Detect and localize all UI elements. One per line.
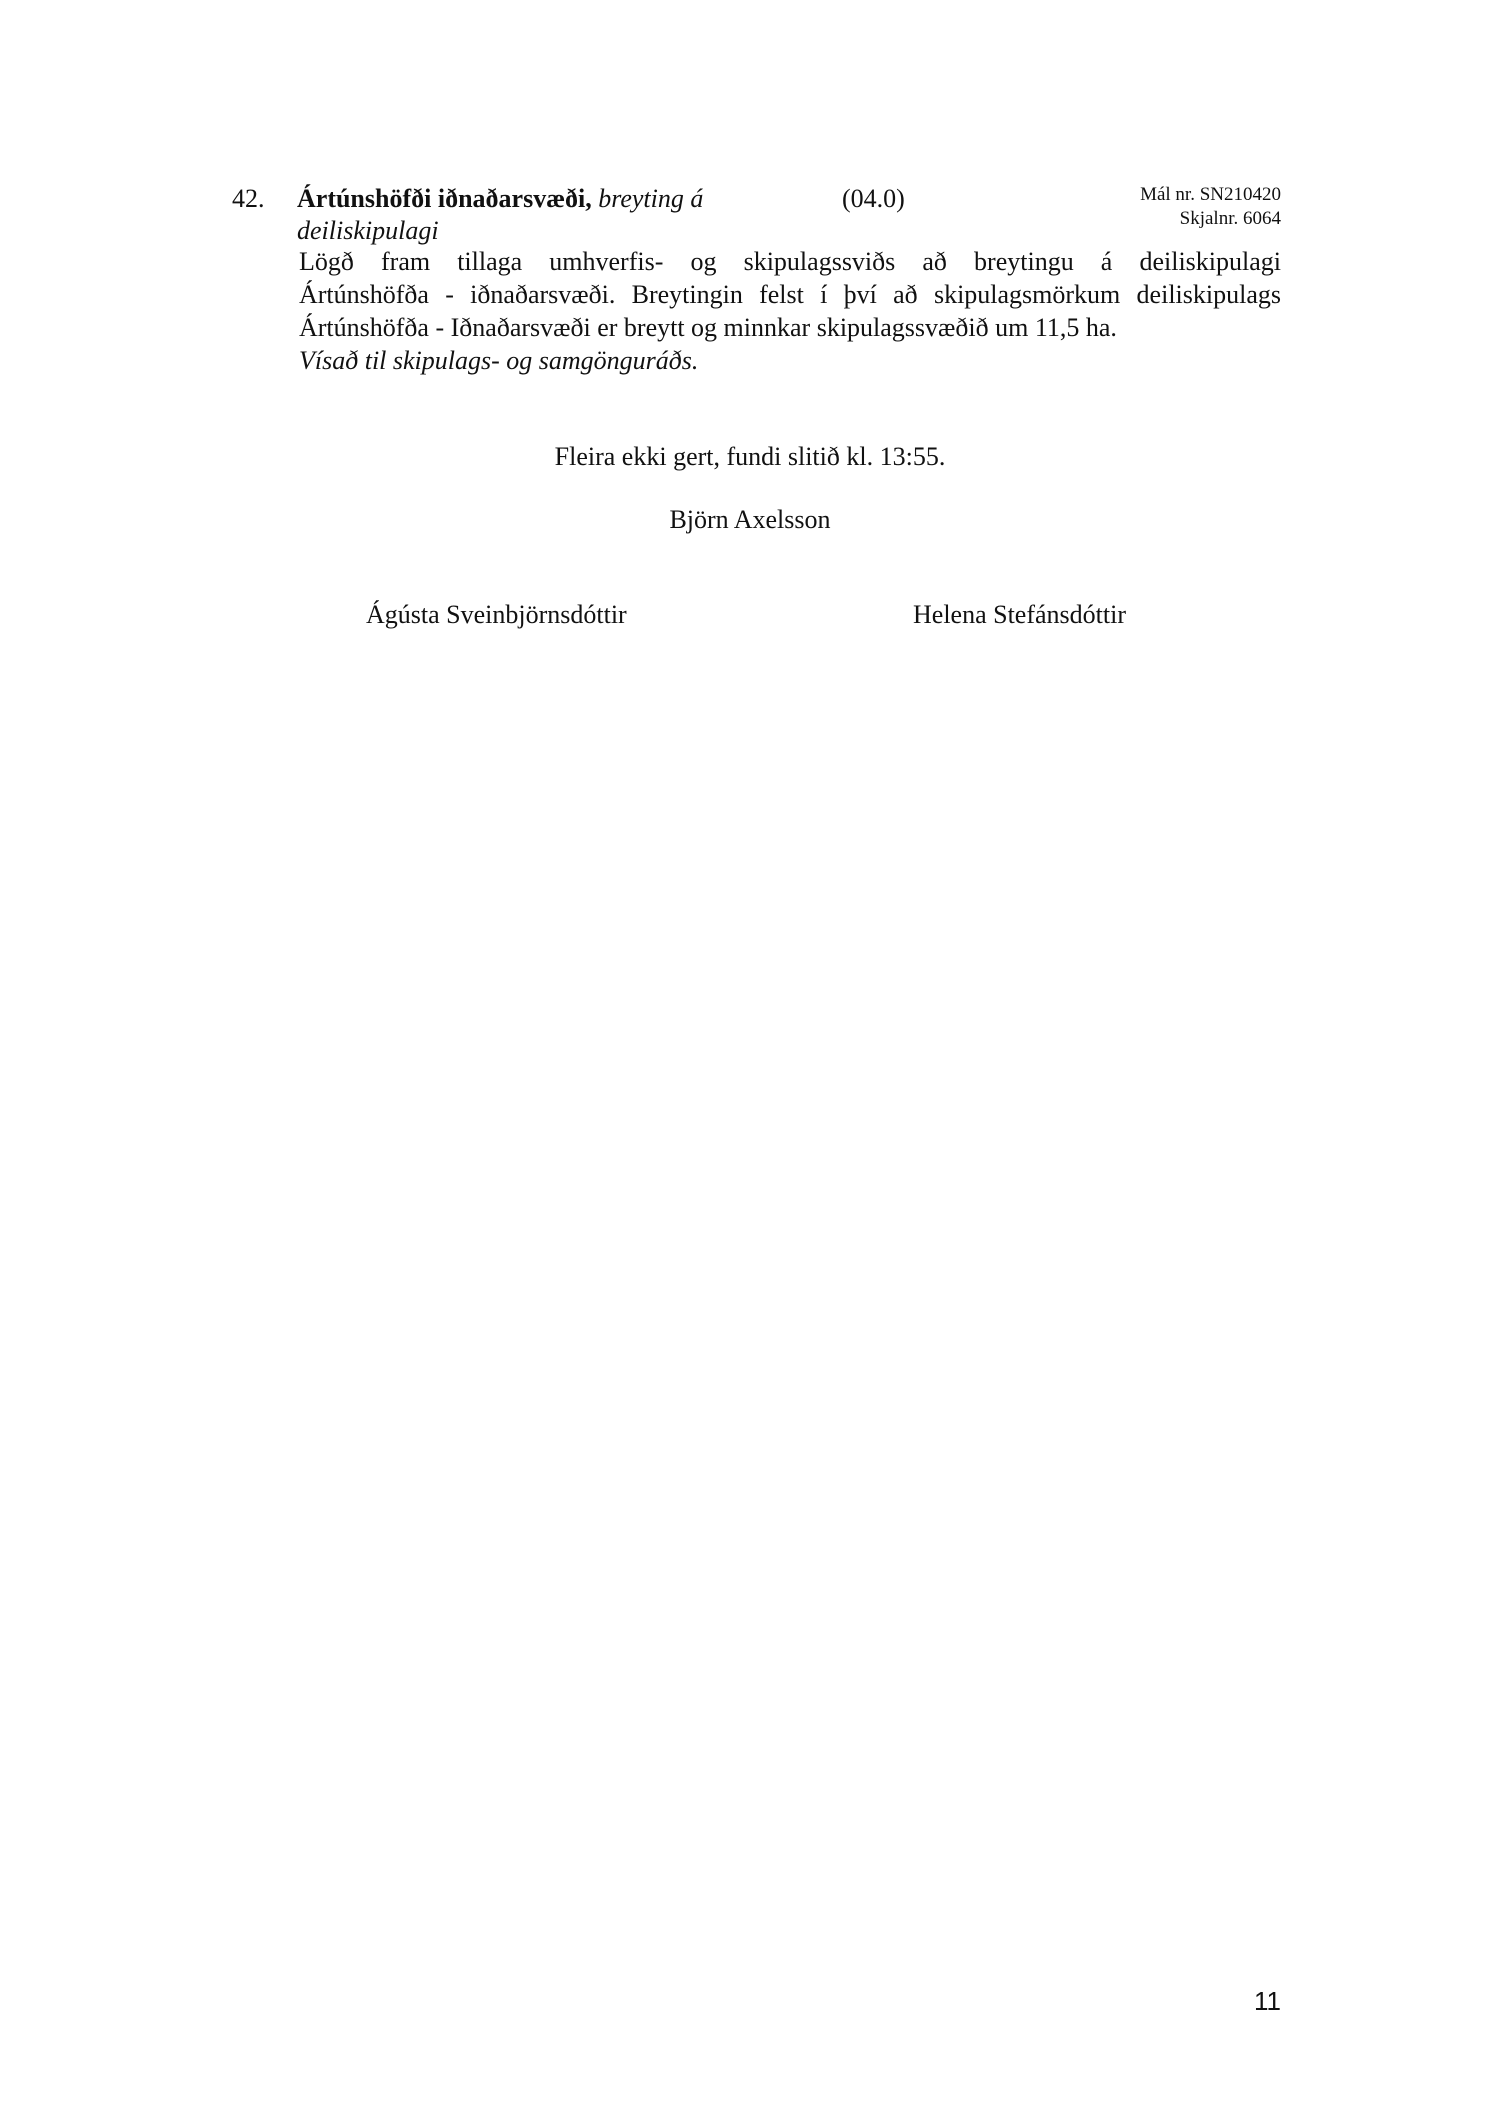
item-code: (04.0) — [842, 184, 905, 213]
item-body-line: Lögð fram tillaga umhverfis- og skipulagssviðs að breytingu á deiliskipulagi — [299, 247, 1281, 276]
item-subtitle-line1: breyting á — [598, 184, 704, 213]
document-reference: Skjalnr. 6064 — [1179, 208, 1281, 229]
case-reference: Mál nr. SN210420 — [1140, 184, 1281, 205]
item-number: 42. — [232, 184, 265, 213]
item-body — [299, 245, 1281, 344]
signature-right: Helena Stefánsdóttir — [913, 600, 1126, 629]
item-referral: Vísað til skipulags- og samgönguráðs. — [299, 346, 699, 375]
item-subtitle-line2: deiliskipulagi — [297, 216, 439, 245]
signature-main: Björn Axelsson — [669, 505, 831, 534]
item-references — [1140, 183, 1281, 231]
item-header — [297, 183, 797, 247]
item-body-line: Ártúnshöfða - iðnaðarsvæði. Breytingin felst í því að skipulagsmörkum deiliskipulags — [299, 280, 1281, 309]
meeting-closing: Fleira ekki gert, fundi slitið kl. 13:55. — [554, 442, 946, 471]
signature-left: Ágústa Sveinbjörnsdóttir — [366, 600, 627, 629]
item-title: Ártúnshöfði iðnaðarsvæði, — [297, 184, 592, 213]
item-body-line: Ártúnshöfða - Iðnaðarsvæði er breytt og minnkar skipulagssvæðið um 11,5 ha. — [299, 313, 1117, 342]
page-number: 11 — [1254, 1986, 1281, 2016]
